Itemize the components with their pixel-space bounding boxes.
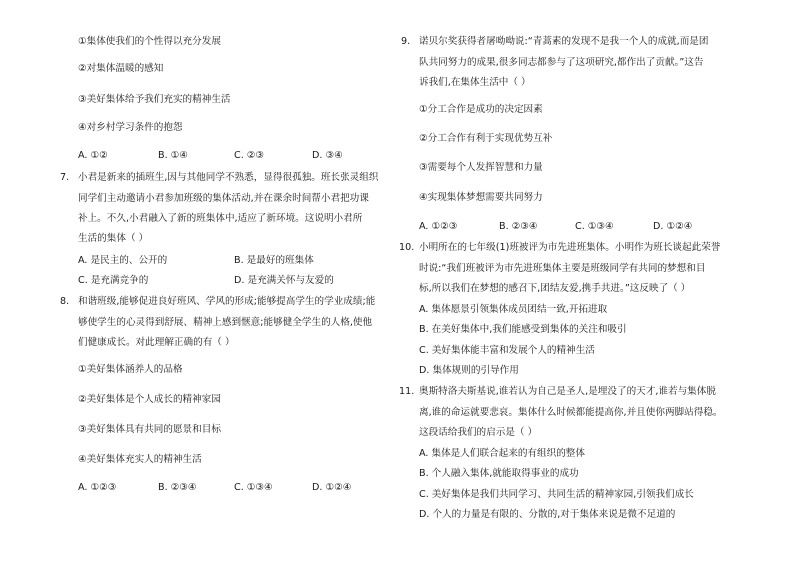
q11-option-b: B. 个人融入集体,就能取得事业的成功: [419, 468, 579, 479]
q9-statement-1: ①分工合作是成功的决定因素: [419, 104, 543, 115]
q10-number: 10.: [399, 242, 415, 253]
q8-statement-2: ②美好集体是个人成长的精神家园: [78, 394, 221, 405]
q10-option-b: B. 在美好集体中,我们能感受到集体的关注和吸引: [419, 324, 627, 335]
q9-answer-b: B. ②③④: [499, 221, 538, 232]
q8-answer-b: B. ②③④: [158, 482, 197, 493]
q9-statement-4: ④实现集体梦想需要共同努力: [419, 192, 543, 203]
q10-line-2: 时说:“我们班被评为市先进班集体主要是班级同学有共同的梦想和目: [419, 263, 706, 274]
q7-option-d: D. 是充满关怀与友爱的: [234, 275, 334, 286]
q11-line-1: 奥斯特洛夫斯基说,谁若认为自己是圣人,是埋没了的天才,谁若与集体脱: [419, 386, 716, 397]
q9-line-1: 诺贝尔奖获得者屠呦呦说:“青蒿素的发现不是我一个人的成就,而是团: [419, 36, 709, 47]
q8-statement-4: ④美好集体充实人的精神生活: [78, 454, 202, 465]
q11-option-d: D. 个人的力量是有限的、分散的,对于集体来说是微不足道的: [419, 509, 676, 520]
q10-line-3: 标,所以我们在梦想的感召下,团结友爱,携手共进。”这反映了（ ）: [419, 283, 691, 294]
q9-statement-2: ②分工合作有利于实现优势互补: [419, 133, 553, 144]
q11-line-2: 离,谁的命运就要悲哀。集体什么时候都能提高你,并且使你两脚站得稳。: [419, 407, 723, 418]
q7-line-1: 小君是新来的插班生,因与其他同学不熟悉，显得很孤独。班长张灵组织: [78, 172, 379, 183]
q6-answer-a: A. ①②: [78, 150, 108, 161]
q8-line-3: 们健康成长。对此理解正确的有（ ）: [78, 337, 235, 348]
q8-statement-3: ③美好集体具有共同的愿景和目标: [78, 424, 221, 435]
q7-option-a: A. 是民主的、公开的: [78, 255, 168, 266]
q8-line-1: 和谐班级,能够促进良好班风、学风的形成;能够提高学生的学业成绩;能: [78, 296, 376, 307]
q10-option-c: C. 美好集体能丰富和发展个人的精神生活: [419, 345, 595, 356]
q6-statement-3: ③美好集体给予我们充实的精神生活: [78, 94, 231, 105]
q9-answer-d: D. ①②④: [653, 221, 693, 232]
q9-line-2: 队共同努力的成果,很多同志都参与了这项研究,都作出了贡献。”这告: [419, 57, 704, 68]
q6-answer-c: C. ②③: [234, 150, 264, 161]
q8-line-2: 够使学生的心灵得到舒展、精神上感到惬意;能够健全学生的人格,使他: [78, 317, 373, 328]
q11-line-3: 这段话给我们的启示是（ ）: [419, 427, 538, 438]
q8-statement-1: ①美好集体涵养人的品格: [78, 364, 183, 375]
q6-statement-1: ①集体使我们的个性得以充分发展: [78, 36, 221, 47]
q7-option-c: C. 是充满竞争的: [78, 275, 149, 286]
q8-answer-c: C. ①③④: [234, 482, 273, 493]
q11-option-c: C. 美好集体是我们共同学习、共同生活的精神家园,引领我们成长: [419, 489, 694, 500]
q9-statement-3: ③需要每个人发挥智慧和力量: [419, 162, 543, 173]
q7-line-4: 生活的集体（ ）: [78, 233, 149, 244]
q9-line-3: 诉我们,在集体生活中（ ）: [419, 77, 531, 88]
q10-option-d: D. 集体规则的引导作用: [419, 365, 519, 376]
q7-number: 7.: [60, 172, 70, 183]
q6-statement-4: ④对乡村学习条件的抱怨: [78, 122, 183, 133]
q6-statement-2: ②对集体温暖的感知: [78, 63, 164, 74]
q7-line-3: 补上。不久,小君融入了新的班集体中,适应了新环境。这说明小君所: [78, 213, 363, 224]
q8-number: 8.: [60, 296, 70, 307]
q6-answer-b: B. ①④: [158, 150, 188, 161]
q7-line-2: 同学们主动邀请小君参加班级的集体活动,并在课余时间帮小君把功课: [78, 193, 369, 204]
q10-option-a: A. 集体愿景引领集体成员团结一致,开拓进取: [419, 304, 608, 315]
q9-number: 9.: [401, 36, 411, 47]
q8-answer-a: A. ①②③: [78, 482, 117, 493]
q7-option-b: B. 是最好的班集体: [234, 255, 314, 266]
q10-line-1: 小明所在的七年级(1)班被评为市先进班集体。小明作为班长谈起此荣誉: [419, 242, 721, 253]
q9-answer-a: A. ①②③: [419, 221, 458, 232]
q6-answer-d: D. ③④: [312, 150, 343, 161]
q11-option-a: A. 集体是人们联合起来的有组织的整体: [419, 448, 585, 459]
q9-answer-c: C. ①③④: [575, 221, 614, 232]
q8-answer-d: D. ①②④: [312, 482, 352, 493]
q11-number: 11.: [399, 386, 415, 397]
